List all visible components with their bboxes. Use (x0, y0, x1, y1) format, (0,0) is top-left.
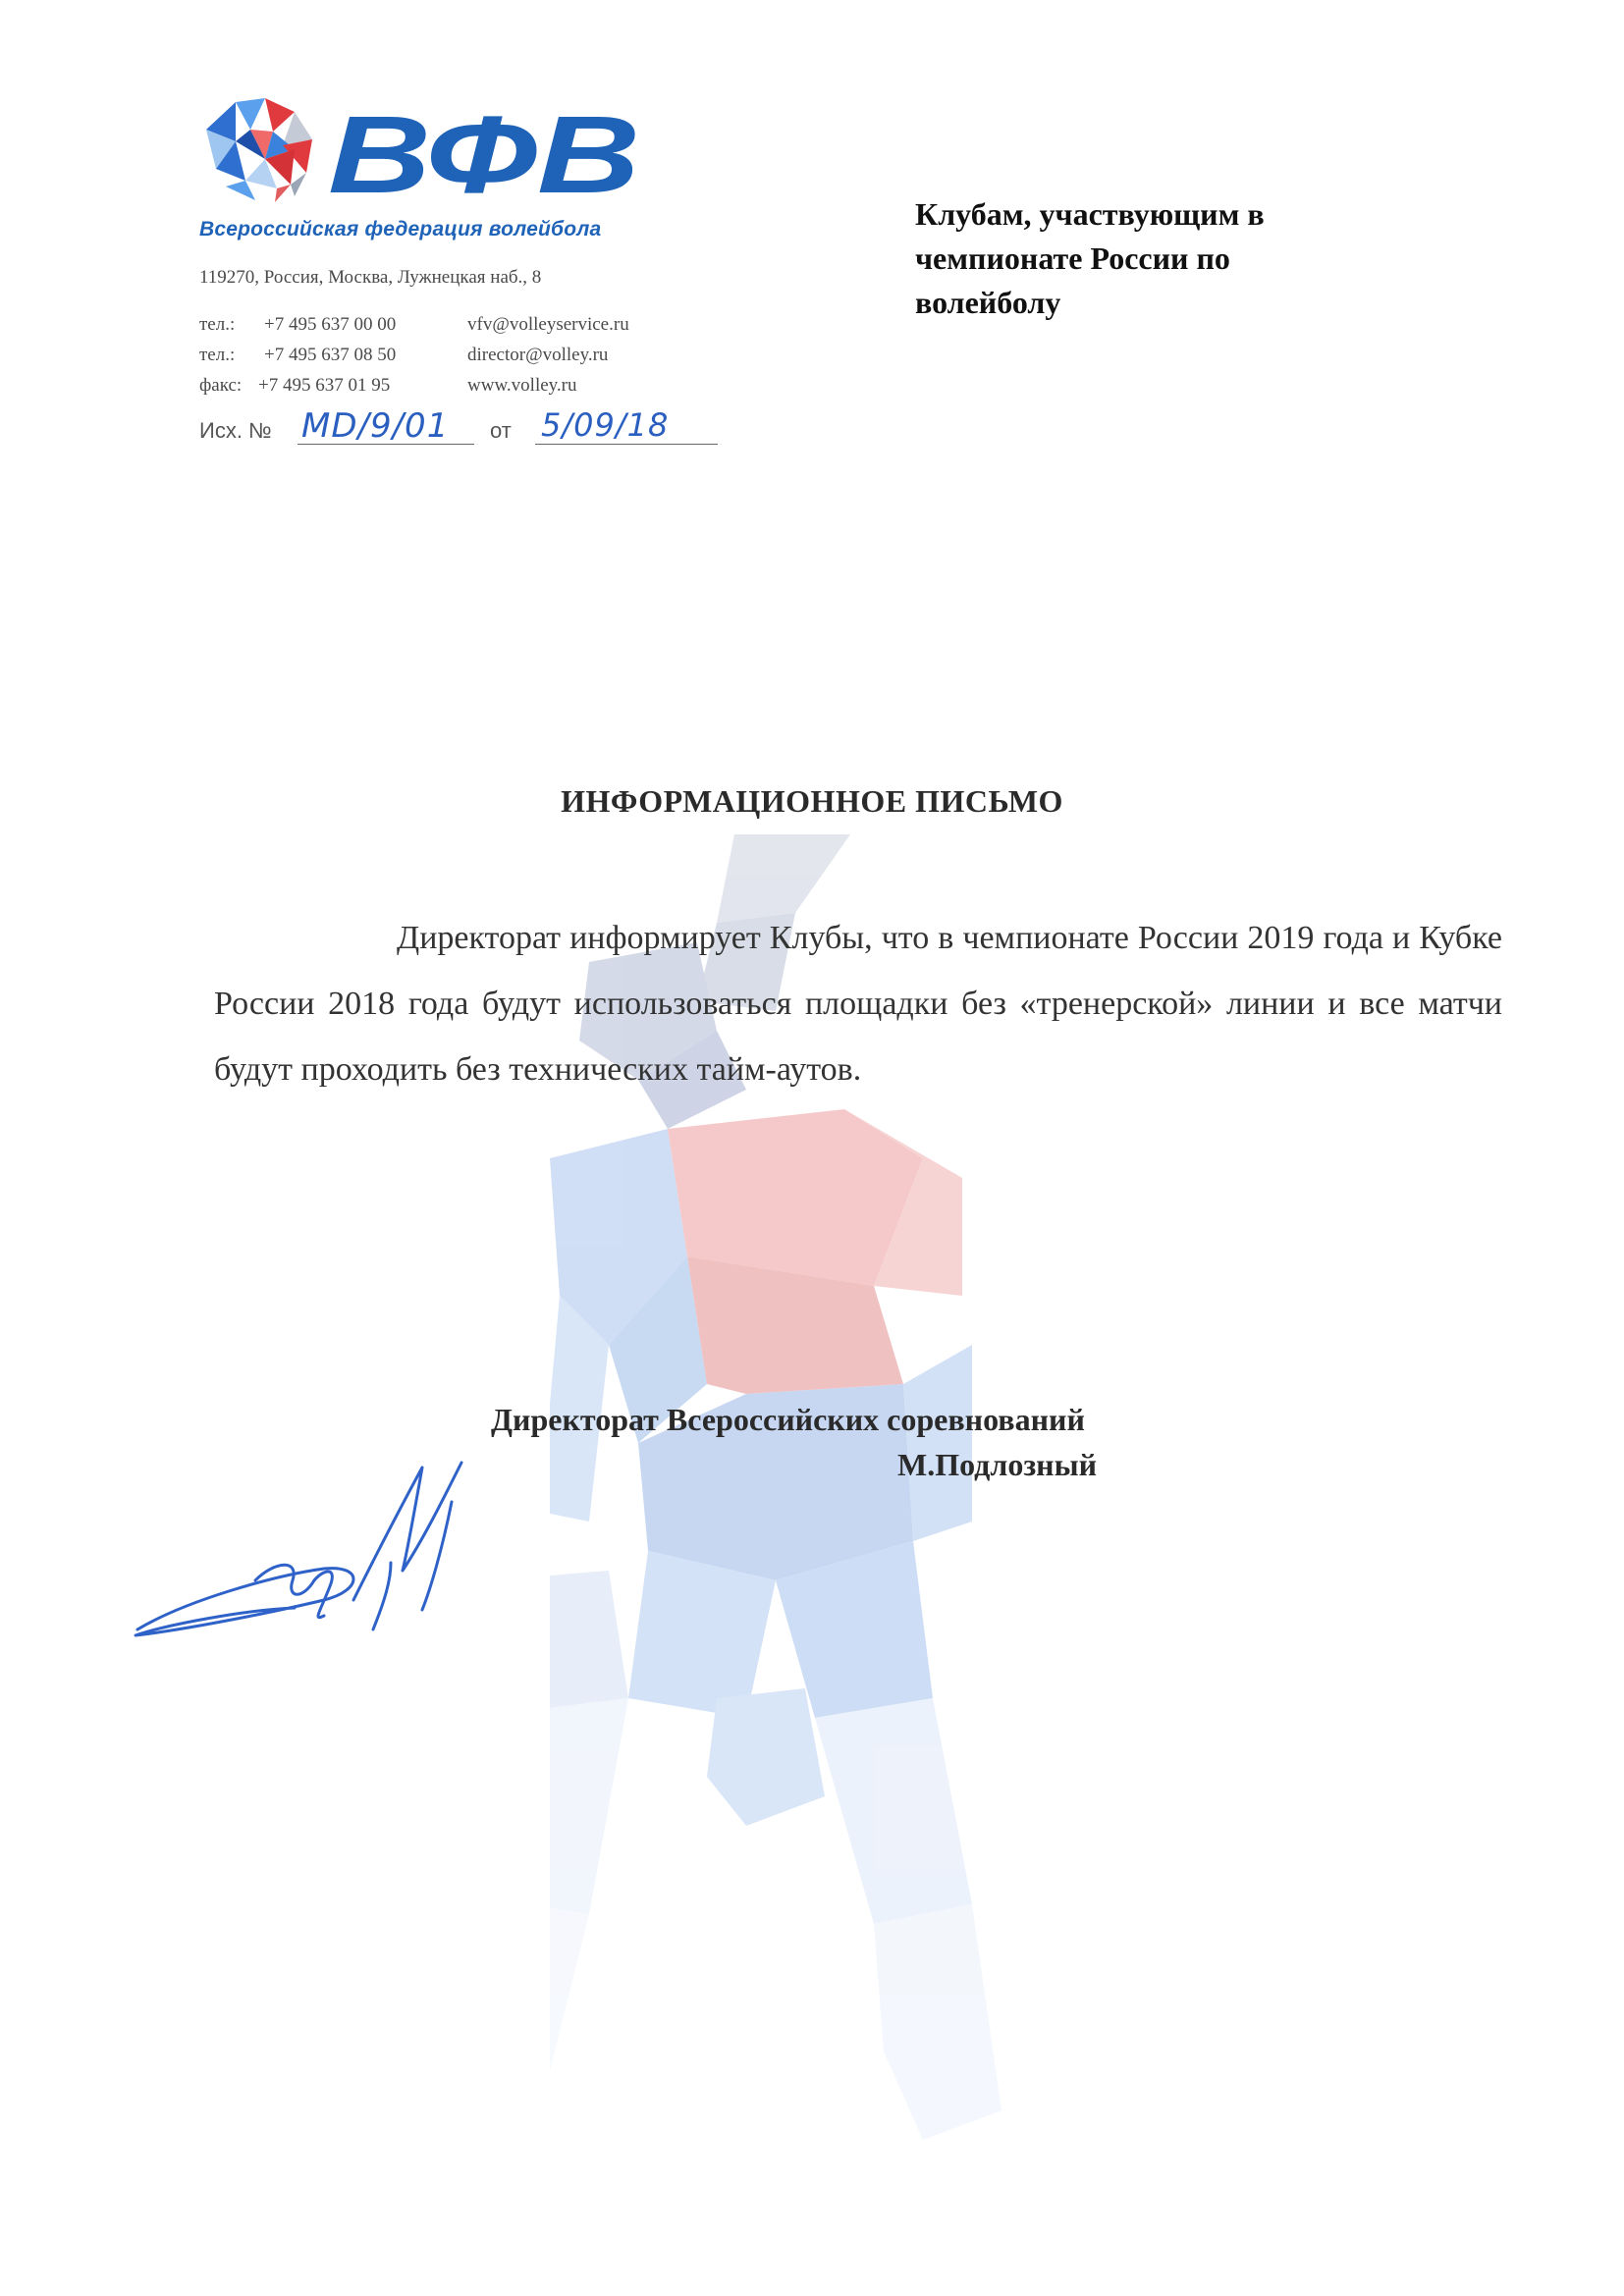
vfv-logo (196, 90, 648, 206)
handwritten-signature (128, 1443, 579, 1649)
phone-line (199, 309, 396, 340)
phone-line (199, 340, 396, 370)
recipient: Клубам, участвующим в чемпионате России по волейболу (915, 196, 1265, 320)
phone-list (199, 309, 396, 400)
address: 119270, Россия, Москва, Лужнецкая наб., 8 (199, 267, 542, 288)
email-link[interactable]: director@volley.ru (467, 345, 609, 365)
phone-label: тел.: (199, 314, 236, 335)
fax-value: +7 495 637 01 95 (258, 375, 391, 396)
signatory-organization: Директорат Всероссийских соревнований (491, 1402, 1085, 1437)
phone-value: +7 495 637 00 00 (264, 314, 397, 335)
fax-line (199, 370, 396, 400)
email-link[interactable]: vfv@volleyservice.ru (467, 314, 629, 335)
website-link[interactable]: www.volley.ru (467, 375, 577, 396)
logo-mosaic-icon (206, 98, 312, 202)
ref-number-handwritten: MD/9/01 (301, 406, 450, 446)
document-title: ИНФОРМАЦИОННОЕ ПИСЬМО (561, 783, 1063, 819)
federation-name: Всероссийская федерация волейбола (199, 218, 602, 240)
phone-label: тел.: (199, 345, 236, 365)
web-contacts (467, 309, 629, 400)
phone-value: +7 495 637 08 50 (264, 345, 397, 365)
ref-from: от (490, 418, 512, 443)
body-paragraph: Директорат информирует Клубы, что в чемпионате России 2019 года и Кубке России 2018 года будут использоваться площадки без «тренерской» линии и все матчи будут проходить без технических тайм-аутов. (214, 920, 1502, 1088)
signatory-name: М.Подлозный (897, 1447, 1098, 1482)
logo-text: ВФВ (328, 93, 640, 206)
outgoing-reference (199, 406, 720, 450)
fax-label: факс: (199, 375, 243, 396)
ref-date-handwritten: 5/09/18 (541, 406, 670, 444)
ref-prefix: Исх. № (199, 418, 272, 443)
